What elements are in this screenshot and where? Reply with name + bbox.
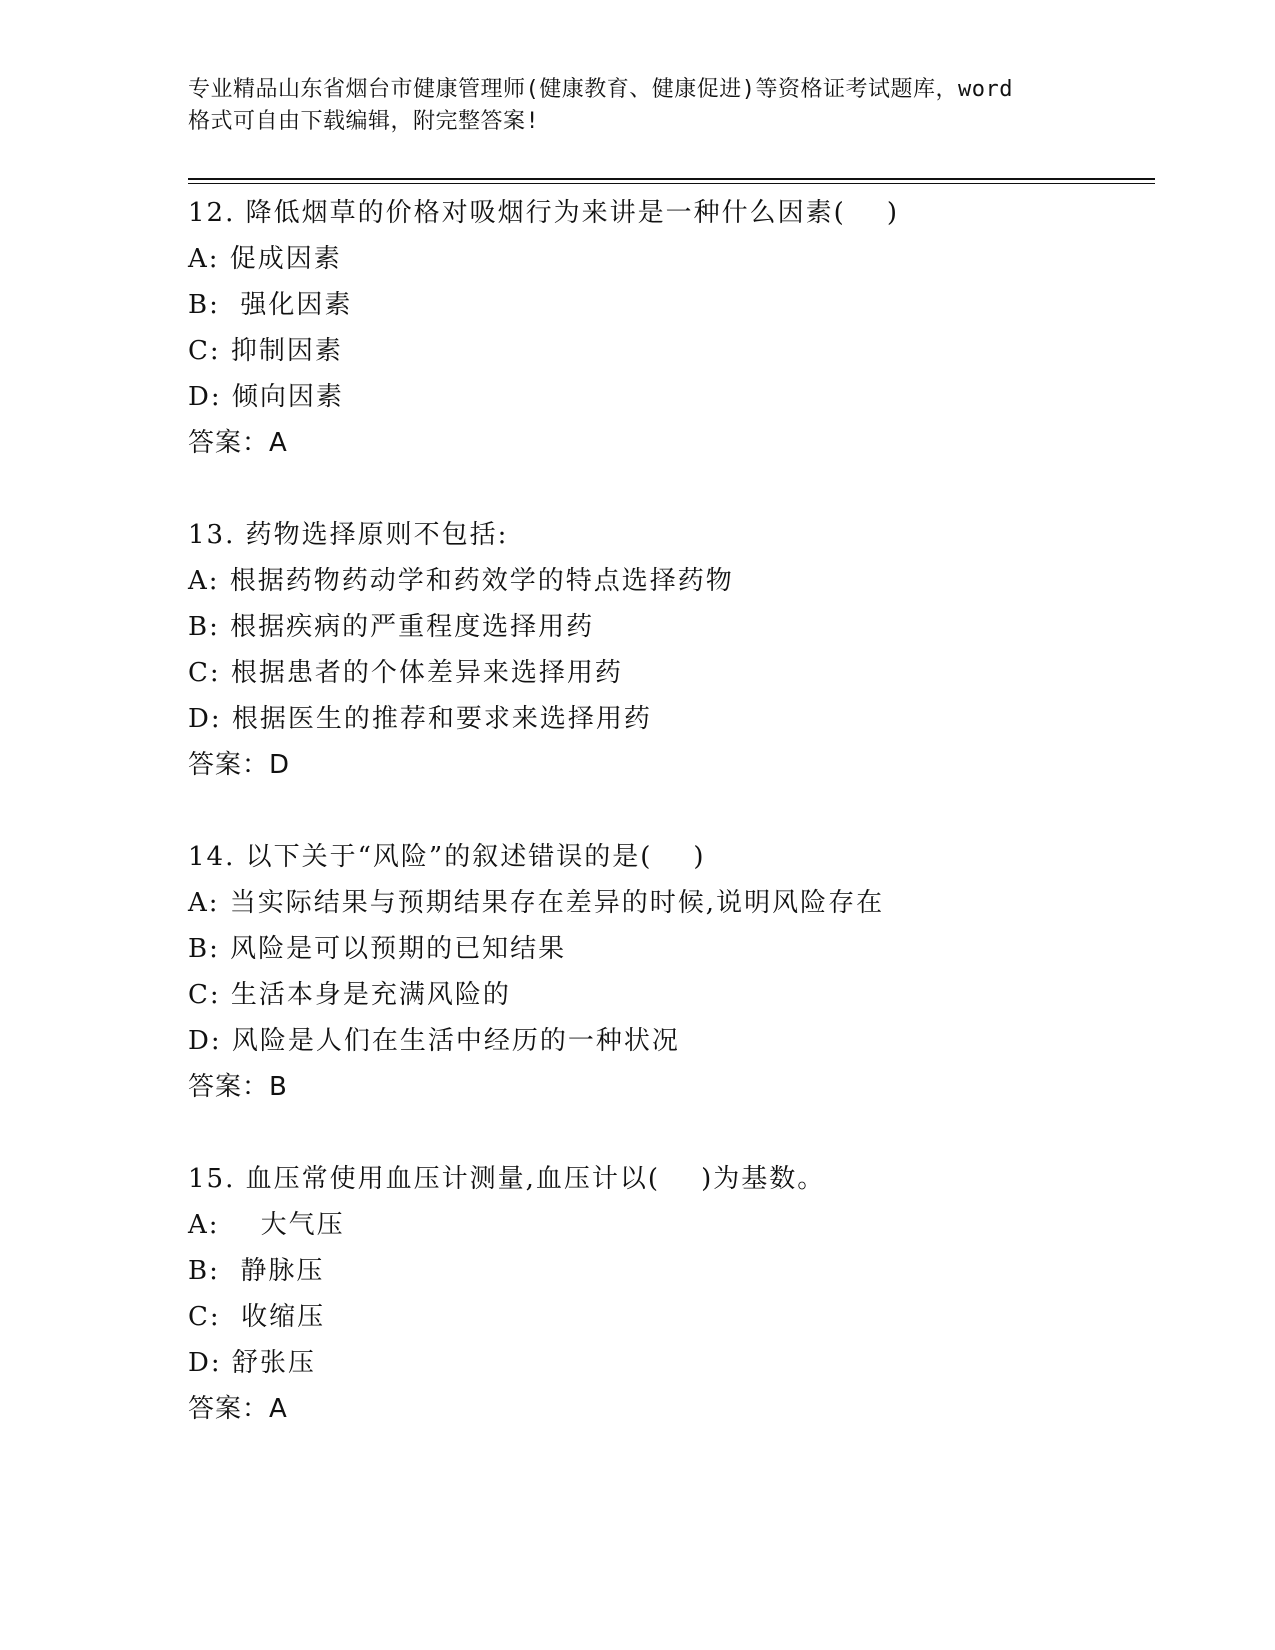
option-d: D: 风险是人们在生活中经历的一种状况	[188, 1026, 680, 1056]
question-13	[188, 512, 1155, 788]
answer-line: 答案：B	[188, 1072, 288, 1102]
question-stem: 12. 降低烟草的价格对吸烟行为来讲是一种什么因素( )	[188, 198, 899, 228]
option-c: C: 生活本身是充满风险的	[188, 980, 511, 1010]
option-a: A: 根据药物药动学和药效学的特点选择药物	[188, 566, 734, 596]
answer-line: 答案：A	[188, 1394, 288, 1424]
option-b: B: 根据疾病的严重程度选择用药	[188, 612, 595, 642]
option-a: A: 促成因素	[188, 244, 342, 274]
header-divider-thick	[188, 178, 1155, 180]
option-a: A: 大气压	[188, 1210, 345, 1240]
option-a: A: 当实际结果与预期结果存在差异的时候,说明风险存在	[188, 888, 885, 918]
option-d: D: 舒张压	[188, 1348, 316, 1378]
question-stem: 14. 以下关于“风险”的叙述错误的是( )	[188, 842, 706, 872]
option-c: C: 抑制因素	[188, 336, 343, 366]
option-b: B: 风险是可以预期的已知结果	[188, 934, 567, 964]
option-b: B: 强化因素	[188, 290, 353, 320]
question-14	[188, 834, 1155, 1110]
option-d: D: 倾向因素	[188, 382, 344, 412]
question-stem: 13. 药物选择原则不包括:	[188, 520, 509, 550]
option-b: B: 静脉压	[188, 1256, 325, 1286]
question-list	[188, 190, 1155, 1478]
question-12	[188, 190, 1155, 466]
header-line-1: 专业精品山东省烟台市健康管理师(健康教育、健康促进)等资格证考试题库，word	[188, 77, 1013, 102]
option-c: C: 收缩压	[188, 1302, 326, 1332]
question-stem: 15. 血压常使用血压计测量,血压计以( )为基数。	[188, 1164, 826, 1194]
question-15	[188, 1156, 1155, 1432]
header-line-2: 格式可自由下载编辑，附完整答案!	[188, 109, 540, 134]
answer-line: 答案：D	[188, 750, 291, 780]
option-c: C: 根据患者的个体差异来选择用药	[188, 658, 623, 688]
answer-line: 答案：A	[188, 428, 288, 458]
header-divider-thin	[188, 183, 1155, 184]
option-d: D: 根据医生的推荐和要求来选择用药	[188, 704, 652, 734]
document-header	[188, 74, 1108, 138]
